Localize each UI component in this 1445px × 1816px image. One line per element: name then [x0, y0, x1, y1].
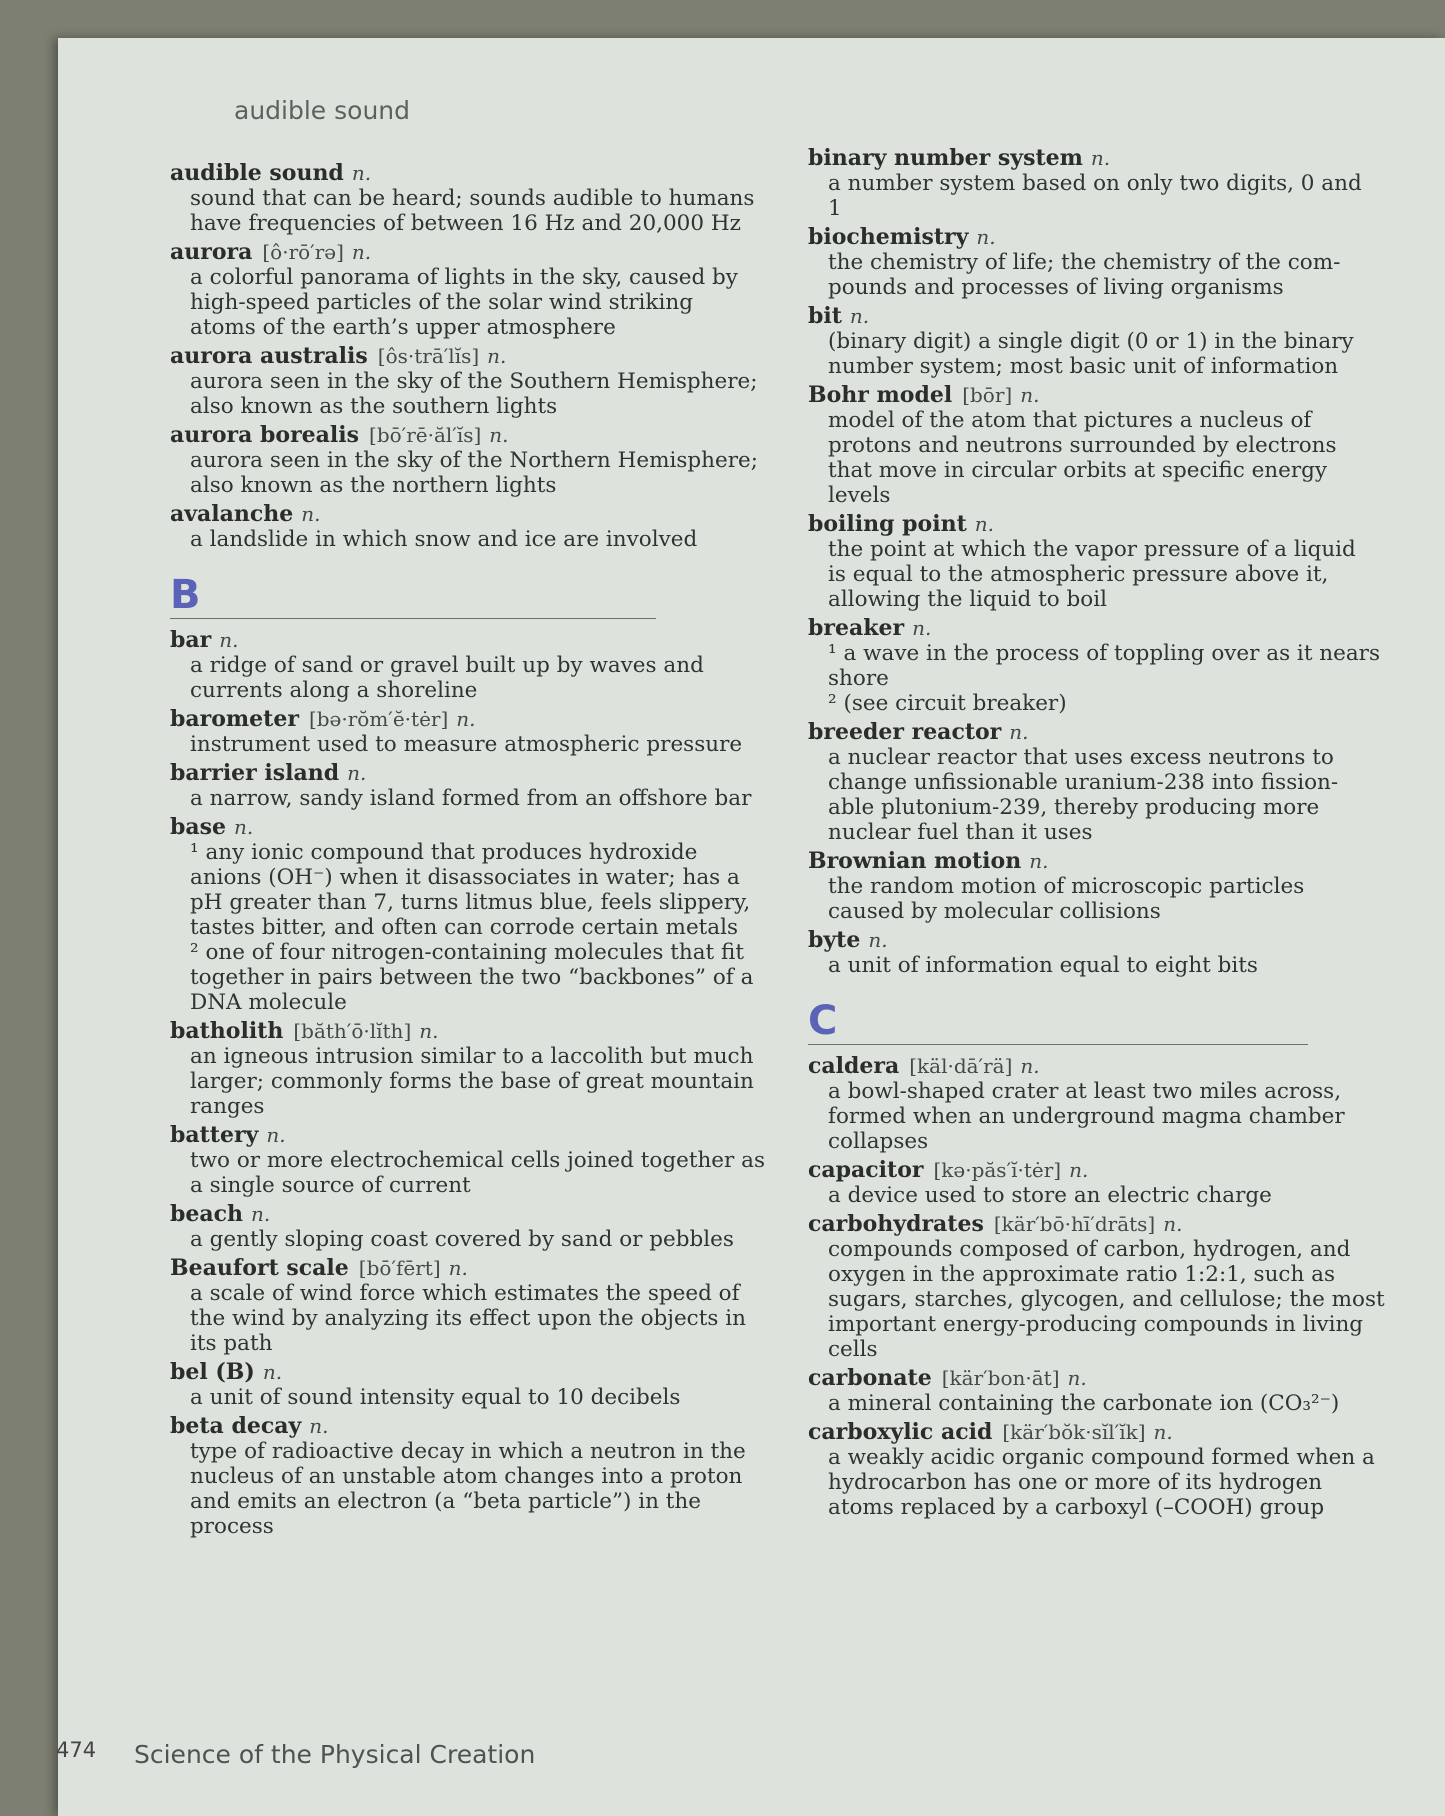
- running-head: audible sound: [234, 96, 411, 125]
- entry-headword-line: [808, 848, 1445, 874]
- entry-definition: aurora seen in the sky of the Southern Hemisphere; also known as the southern lights: [190, 369, 758, 419]
- entry-term: binary number system: [808, 145, 1083, 171]
- left-column: [170, 160, 850, 1542]
- entry-headword-line: [170, 1018, 850, 1044]
- entry-headword-line: [170, 1359, 850, 1385]
- entry-term: aurora: [170, 239, 253, 265]
- entry-term: beach: [170, 1201, 244, 1227]
- entry-definition: a colorful panorama of lights in the sky, caused by high-speed particles of the solar wind striking atoms of the earth’s upper atmosphere: [190, 265, 738, 340]
- entry-definition: ¹ a wave in the process of toppling over as it nears shore ² (see circuit breaker): [828, 641, 1380, 716]
- entry-definition: sound that can be heard; sounds audible to humans have frequencies of between 16 Hz and 20,000 Hz: [190, 186, 755, 236]
- entry-part-of-speech: n.: [262, 1360, 283, 1384]
- entry-term: caldera: [808, 1053, 900, 1079]
- glossary-entry: [808, 927, 1445, 978]
- entry-definition: a narrow, sandy island formed from an offshore bar: [190, 786, 752, 811]
- entry-definition: a bowl-shaped crater at least two miles across, formed when an underground magma chamber collapses: [828, 1079, 1345, 1154]
- book-title: Science of the Physical Creation: [134, 1740, 536, 1769]
- entry-definition: a weakly acidic organic compound formed when a hydrocarbon has one or more of its hydrogen atoms replaced by a carboxyl (–COOH) group: [828, 1445, 1375, 1520]
- entry-headword-line: [808, 1365, 1445, 1391]
- entry-term: audible sound: [170, 160, 344, 186]
- glossary-entry: [170, 1413, 850, 1539]
- entry-pronunciation: [bə·rŏm′ĕ·tėr]: [308, 707, 449, 731]
- entry-definition: aurora seen in the sky of the Northern Hemisphere; also known as the northern lights: [190, 448, 758, 498]
- entry-part-of-speech: n.: [912, 616, 932, 640]
- entry-term: batholith: [170, 1018, 284, 1044]
- entry-headword-line: [170, 627, 850, 653]
- entry-definition: a device used to store an electric charge: [828, 1183, 1272, 1208]
- entry-part-of-speech: n.: [974, 512, 994, 536]
- entry-term: beta decay: [170, 1413, 302, 1439]
- entry-pronunciation: [käl·dā′rä]: [909, 1054, 1013, 1078]
- entry-term: Beaufort scale: [170, 1255, 349, 1281]
- entry-pronunciation: [bō′fērt]: [358, 1256, 441, 1280]
- entry-headword-line: [808, 1211, 1445, 1237]
- entry-term: carbohydrates: [808, 1211, 984, 1237]
- entry-headword-line: [170, 1255, 850, 1281]
- entry-definition: a landslide in which snow and ice are involved: [190, 527, 698, 552]
- entry-headword-line: [170, 760, 850, 786]
- entry-pronunciation: [băth′ō·lĭth]: [293, 1019, 412, 1043]
- entry-term: battery: [170, 1122, 259, 1148]
- section-divider-b: [170, 618, 656, 619]
- entry-term: byte: [808, 927, 861, 953]
- entry-pronunciation: [kär′bon·āt]: [941, 1366, 1060, 1390]
- glossary-entry: [808, 848, 1445, 924]
- entry-headword-line: [170, 814, 850, 840]
- entry-term: barrier island: [170, 760, 340, 786]
- entry-headword-line: [170, 1201, 850, 1227]
- entry-part-of-speech: n.: [266, 1123, 286, 1147]
- entry-term: barometer: [170, 706, 299, 732]
- entry-pronunciation: [bōr]: [962, 383, 1013, 407]
- glossary-entry: [170, 706, 850, 757]
- entries-a: [170, 160, 850, 552]
- entry-part-of-speech: n.: [1069, 1158, 1089, 1182]
- entry-term: carboxylic acid: [808, 1419, 993, 1445]
- entry-definition: compounds composed of carbon, hydrogen, and oxygen in the approximate ratio 1:2:1, such as sugars, starches, glycogen, and cellulose; the most important energy-producing compounds in living cells: [828, 1237, 1385, 1362]
- entry-definition: ¹ any ionic compound that produces hydroxide anions (OH⁻) when it disassociates in water; has a pH greater than 7, turns litmus blue, feels slippery, tastes bitter, and often can corrode certain metals ² one of four nitrogen-containing molecules that fit together in pairs between the two “backbones” of a DNA molecule: [190, 840, 754, 1015]
- entry-definition: type of radioactive decay in which a neutron in the nucleus of an unstable atom changes into a proton and emits an electron (a “beta particle”) in the process: [190, 1439, 746, 1539]
- glossary-entry: [808, 1157, 1445, 1208]
- entry-pronunciation: [ôs·trā′lĭs]: [377, 344, 480, 368]
- entry-part-of-speech: n.: [347, 761, 367, 785]
- entry-term: capacitor: [808, 1157, 924, 1183]
- entry-part-of-speech: n.: [1090, 146, 1111, 170]
- entry-part-of-speech: n.: [976, 225, 996, 249]
- entry-term: Bohr model: [808, 382, 953, 408]
- entry-definition: instrument used to measure atmospheric pressure: [190, 732, 743, 757]
- entry-part-of-speech: n.: [1067, 1366, 1087, 1390]
- entry-part-of-speech: n.: [351, 161, 372, 185]
- entry-part-of-speech: n.: [1020, 383, 1040, 407]
- entry-headword-line: [808, 511, 1445, 537]
- glossary-entry: [808, 145, 1445, 221]
- entry-term: biochemistry: [808, 224, 969, 250]
- entry-definition: a unit of sound intensity equal to 10 decibels: [190, 1385, 681, 1410]
- glossary-entry: [808, 1419, 1445, 1520]
- entry-headword-line: [170, 706, 850, 732]
- entry-part-of-speech: n.: [219, 628, 239, 652]
- glossary-entry: [170, 160, 850, 236]
- entry-term: bar: [170, 627, 212, 653]
- entry-definition: a nuclear reactor that uses excess neutrons to change unfissionable uranium-238 into fission- able plutonium-239, thereby producing more nuclear fuel than it uses: [828, 745, 1339, 845]
- glossary-entry: [808, 1053, 1445, 1154]
- entry-headword-line: [170, 1122, 850, 1148]
- entry-headword-line: [170, 1413, 850, 1439]
- entry-headword-line: [808, 927, 1445, 953]
- glossary-entry: [170, 343, 850, 419]
- entry-headword-line: [170, 343, 850, 369]
- entry-headword-line: [808, 1053, 1445, 1079]
- entry-term: carbonate: [808, 1365, 932, 1391]
- entry-term: base: [170, 814, 227, 840]
- entry-definition: a gently sloping coast covered by sand or pebbles: [190, 1227, 734, 1252]
- entry-definition: a mineral containing the carbonate ion (CO₃²⁻): [828, 1391, 1340, 1416]
- entry-headword-line: [808, 1157, 1445, 1183]
- entry-part-of-speech: n.: [234, 815, 254, 839]
- glossary-entry: [808, 1211, 1445, 1362]
- entry-definition: a ridge of sand or gravel built up by waves and currents along a shoreline: [190, 653, 704, 703]
- entry-term: boiling point: [808, 511, 967, 537]
- entry-part-of-speech: n.: [868, 928, 888, 952]
- entry-definition: model of the atom that pictures a nucleus of protons and neutrons surrounded by electrons that move in circular orbits at specific energy levels: [828, 408, 1337, 508]
- entry-definition: a unit of information equal to eight bits: [828, 953, 1258, 978]
- entry-part-of-speech: n.: [1009, 720, 1029, 744]
- entry-term: Brownian motion: [808, 848, 1022, 874]
- entry-headword-line: [808, 224, 1445, 250]
- glossary-entry: [170, 1018, 850, 1119]
- entry-term: avalanche: [170, 501, 294, 527]
- entry-part-of-speech: n.: [1020, 1054, 1040, 1078]
- glossary-entry: [808, 224, 1445, 300]
- section-divider-c: [808, 1044, 1308, 1045]
- entry-headword-line: [808, 382, 1445, 408]
- glossary-entry: [808, 511, 1445, 612]
- glossary-entry: [170, 1359, 850, 1410]
- glossary-entry: [170, 422, 850, 498]
- entry-part-of-speech: n.: [1163, 1212, 1183, 1236]
- glossary-entry: [170, 1122, 850, 1198]
- entry-headword-line: [808, 719, 1445, 745]
- glossary-entry: [808, 719, 1445, 845]
- entry-pronunciation: [kə·păs′ĭ·tėr]: [933, 1158, 1062, 1182]
- glossary-entry: [170, 814, 850, 1015]
- entries-c: [808, 1053, 1445, 1520]
- section-letter-b: B: [170, 572, 201, 618]
- entry-definition: the random motion of microscopic particles caused by molecular collisions: [828, 874, 1305, 924]
- glossary-page: [58, 38, 1445, 1816]
- entry-part-of-speech: n.: [251, 1202, 271, 1226]
- entry-headword-line: [808, 145, 1445, 171]
- right-column: [808, 145, 1445, 1523]
- entry-part-of-speech: n.: [351, 240, 372, 264]
- entry-pronunciation: [ô·rō′rə]: [262, 240, 344, 264]
- entry-pronunciation: [bō′rē·ăl′ĭs]: [369, 423, 482, 447]
- page-number: 474: [56, 1738, 97, 1762]
- entry-part-of-speech: n.: [849, 304, 870, 328]
- entry-headword-line: [808, 1419, 1445, 1445]
- entry-headword-line: [170, 501, 850, 527]
- entry-headword-line: [170, 160, 850, 186]
- entry-term: bit: [808, 303, 842, 329]
- entry-part-of-speech: n.: [456, 707, 476, 731]
- entry-part-of-speech: n.: [489, 423, 509, 447]
- glossary-entry: [808, 1365, 1445, 1416]
- entry-pronunciation: [kär′bŏk·sĭl′ĭk]: [1002, 1420, 1146, 1444]
- entry-definition: the chemistry of life; the chemistry of the com- pounds and processes of living organisms: [828, 250, 1341, 300]
- entry-term: breaker: [808, 615, 905, 641]
- entry-part-of-speech: n.: [1153, 1420, 1173, 1444]
- entry-definition: two or more electrochemical cells joined together as a single source of current: [190, 1148, 765, 1198]
- entry-part-of-speech: n.: [309, 1414, 329, 1438]
- glossary-entry: [170, 1201, 850, 1252]
- entry-definition: (binary digit) a single digit (0 or 1) in the binary number system; most basic unit of information: [828, 329, 1354, 379]
- entry-definition: an igneous intrusion similar to a laccolith but much larger; commonly forms the base of great mountain ranges: [190, 1044, 754, 1119]
- entry-term: breeder reactor: [808, 719, 1002, 745]
- entry-term: aurora australis: [170, 343, 368, 369]
- entry-part-of-speech: n.: [487, 344, 507, 368]
- entry-headword-line: [170, 239, 850, 265]
- glossary-entry: [170, 760, 850, 811]
- glossary-entry: [808, 303, 1445, 379]
- glossary-entry: [170, 239, 850, 340]
- entry-definition: the point at which the vapor pressure of a liquid is equal to the atmospheric pressure above it, allowing the liquid to boil: [828, 537, 1356, 612]
- glossary-entry: [808, 382, 1445, 508]
- entries-b: [170, 627, 850, 1539]
- entry-term: bel (B): [170, 1359, 255, 1385]
- glossary-entry: [170, 501, 850, 552]
- entry-definition: a scale of wind force which estimates the speed of the wind by analyzing its effect upon the objects in its path: [190, 1281, 746, 1356]
- entry-pronunciation: [kär′bō·hī′drāts]: [993, 1212, 1156, 1236]
- entry-headword-line: [808, 615, 1445, 641]
- entry-headword-line: [170, 422, 850, 448]
- entry-part-of-speech: n.: [448, 1256, 468, 1280]
- entry-part-of-speech: n.: [419, 1019, 439, 1043]
- entries-b-continued: [808, 145, 1445, 978]
- entry-term: aurora borealis: [170, 422, 360, 448]
- section-letter-c: C: [808, 998, 838, 1044]
- glossary-entry: [170, 1255, 850, 1356]
- entry-part-of-speech: n.: [301, 502, 321, 526]
- entry-definition: a number system based on only two digits, 0 and 1: [828, 171, 1362, 221]
- entry-part-of-speech: n.: [1029, 849, 1049, 873]
- glossary-entry: [170, 627, 850, 703]
- entry-headword-line: [808, 303, 1445, 329]
- glossary-entry: [808, 615, 1445, 716]
